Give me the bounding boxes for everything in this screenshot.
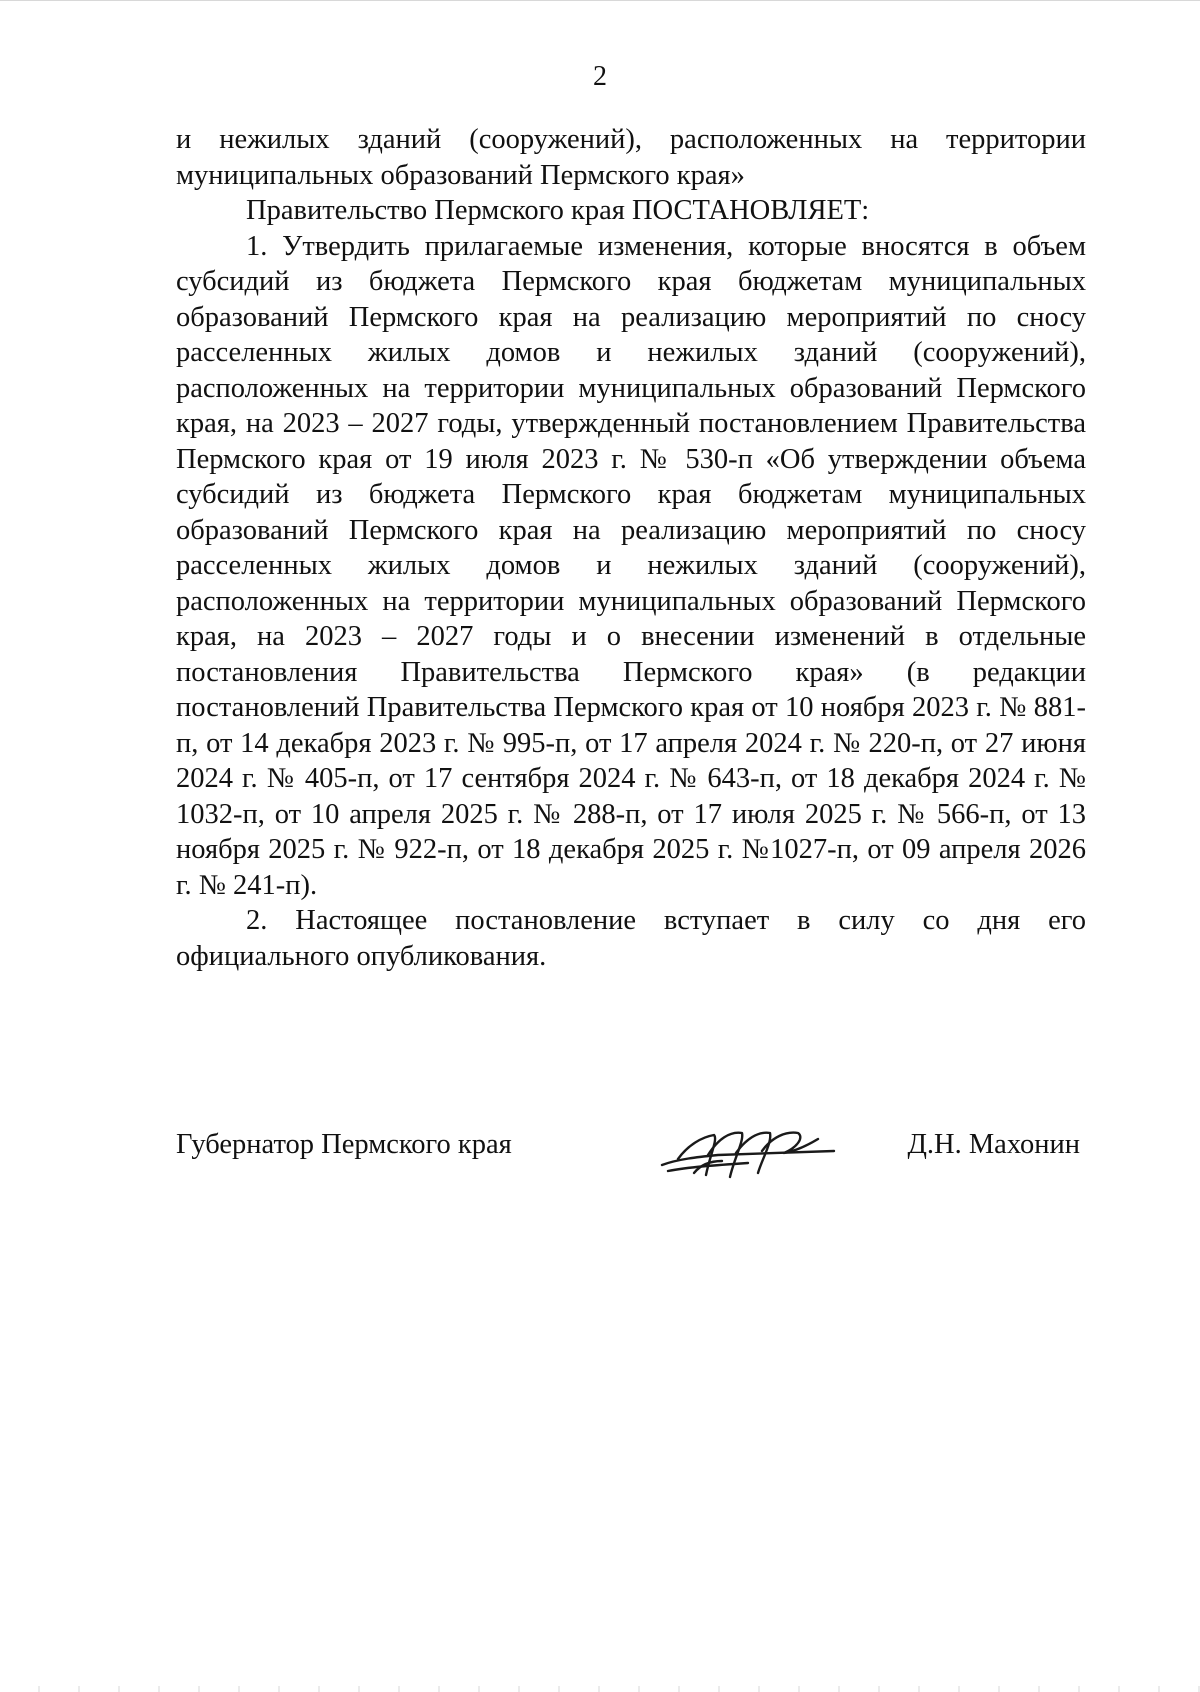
item-1-paragraph: 1. Утвердить прилагаемые изменения, которые вносятся в объем субсидий из бюджета Пермского края бюджетам муниципальных образований Пермского края на реализацию мероприятий по сносу расселенных жилых домов и нежилых зданий (сооружений), расположенных на территории муниципальных образований Пермского края, на 2023 – 2027 годы, утвержденный постановлением Правительства Пермского края от 19 июля 2023 г. № 530-п «Об утверждении объема субсидий из бюджета Пермского края бюджетам муниципальных образований Пермского края на реализацию мероприятий по сносу расселенных жилых домов и нежилых зданий (сооружений), расположенных на территории муниципальных образований Пермского края, на 2023 – 2027 годы и о внесении изменений в отдельные постановления Правительства Пермского края» (в редакции постановлений Правительства Пермского края от 10 ноября 2023 г. № 881-п, от 14 декабря 2023 г. № 995-п, от 17 апреля 2024 г. № 220-п, от 27 июня 2024 г. № 405-п, от 17 сентября 2024 г. № 643-п, от 18 декабря 2024 г. № 1032-п, от 10 апреля 2025 г. № 288-п, от 17 июля 2025 г. № 566-п, от 13 ноября 2025 г. № 922-п, от 18 декабря 2025 г. №1027-п, от 09 апреля 2026 г. № 241-п).	[176, 230, 1086, 901]
signatory-title: Губернатор Пермского края	[176, 1129, 512, 1160]
signature-block	[176, 1125, 1080, 1195]
intro-paragraph: и нежилых зданий (сооружений), расположенных на территории муниципальных образований Пермского края»	[176, 124, 1086, 191]
page-number: 2	[593, 61, 607, 92]
document-body	[176, 122, 1086, 974]
item-2-paragraph: 2. Настоящее постановление вступает в силу со дня его официального опубликования.	[176, 905, 1086, 972]
signatory-name: Д.Н. Махонин	[907, 1129, 1080, 1160]
handwritten-signature-icon	[658, 1115, 838, 1185]
decree-paragraph: Правительство Пермского края ПОСТАНОВЛЯЕТ:	[246, 195, 870, 226]
scan-border-artifact	[0, 1686, 1200, 1692]
